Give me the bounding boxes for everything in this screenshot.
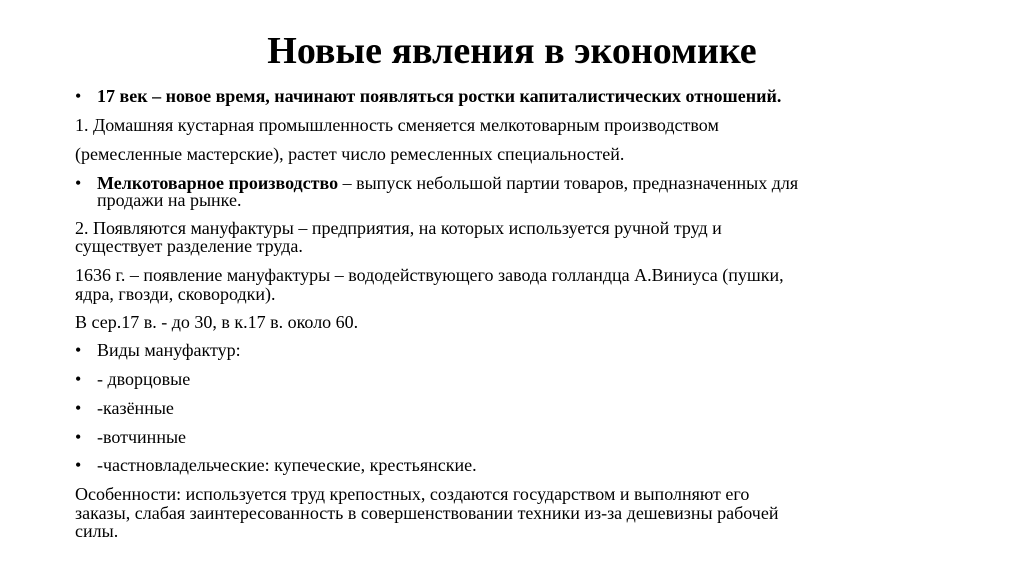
text-line: существует разделение труда. — [75, 236, 303, 256]
bullet-icon: • — [75, 173, 82, 193]
text-line: -казённые — [97, 398, 174, 418]
bullet-icon: • — [75, 427, 82, 447]
text-line: заказы, слабая заинтересованность в совершенствовании техники из-за дешевизны рабочей — [75, 503, 779, 523]
bullet-icon: • — [75, 86, 82, 106]
bullet-icon: • — [75, 455, 82, 475]
bullet-icon: • — [75, 398, 82, 418]
text-line: ядра, гвозди, сковородки). — [75, 284, 276, 304]
text-line: Особенности: используется труд крепостных, создаются государством и выполняют его — [75, 484, 750, 504]
term-text: Мелкотоварное производство — [97, 173, 339, 193]
text-line: (ремесленные мастерские), растет число ремесленных специальностей. — [75, 144, 625, 164]
bullet-icon: • — [75, 340, 82, 360]
text-line: 1636 г. – появление мануфактуры – вододействующего завода голландца А.Виниуса (пушки, — [75, 265, 784, 285]
text-line: В сер.17 в. - до 30, в к.17 в. около 60. — [75, 312, 359, 332]
text-line: 17 век – новое время, начинают появляться ростки капиталистических отношений. — [97, 86, 782, 106]
definition-text: – выпуск небольшой партии товаров, предназначенных для — [338, 173, 799, 193]
text-line: -вотчинные — [97, 427, 187, 447]
text-line: продажи на рынке. — [97, 190, 242, 210]
text-line: Виды мануфактур: — [97, 340, 241, 360]
slide-title: Новые явления в экономике — [267, 30, 757, 72]
text-line: -частновладельческие: купеческие, крестьянские. — [97, 455, 477, 475]
text-line: силы. — [75, 521, 119, 541]
bullet-icon: • — [75, 369, 82, 389]
text-line: 1. Домашняя кустарная промышленность сменяется мелкотоварным производством — [75, 115, 719, 135]
text-line: - дворцовые — [97, 369, 191, 389]
text-line: 2. Появляются мануфактуры – предприятия, на которых используется ручной труд и — [75, 218, 722, 238]
